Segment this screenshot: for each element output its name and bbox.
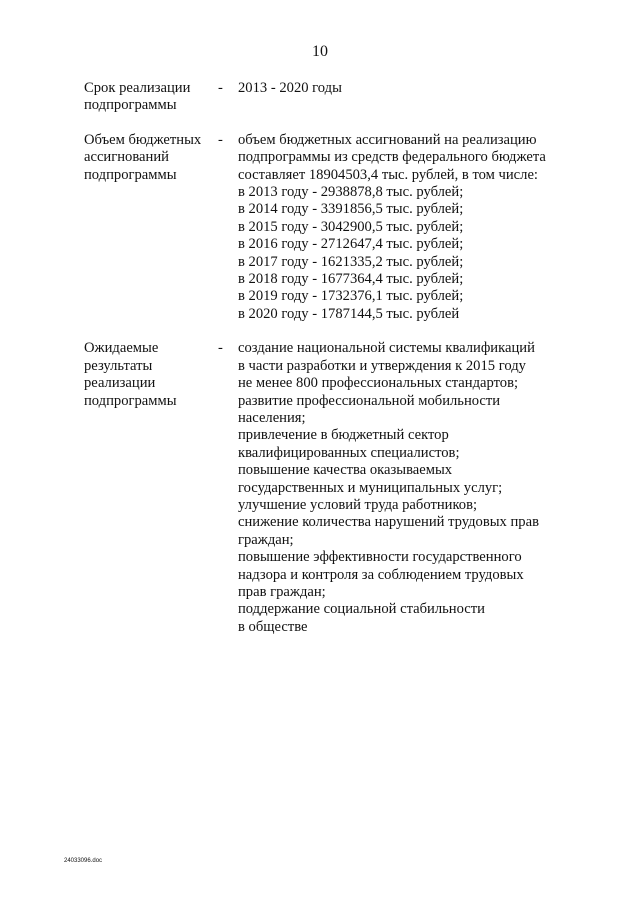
page-number: 10 — [312, 43, 328, 60]
row-label: Объем бюджетных ассигнований подпрограммы — [84, 131, 202, 183]
row-label: Ожидаемые результаты реализации подпрограммы — [84, 340, 177, 409]
document-filename: 24033096.doc — [64, 858, 103, 864]
row-value: 2013 - 2020 годы — [238, 80, 342, 96]
passport-table — [84, 80, 564, 636]
row-implementation-period — [84, 80, 564, 115]
row-value: создание национальной системы квалификаций в части разработки и утверждения к 2015 году не менее 800 профессиональных стандартов; развитие профессиональной мобильности населения; привлечение в бюджетный сектор квалифицированных специалистов; повышение качества оказываемых государственных и муниципальных услуг; улучшение условий труда работников; снижение количества нарушений трудовых прав граждан; повышение эффективности государственного надзора и контроля за соблюдением трудовых прав граждан; поддержание социальной стабильности в обществе — [238, 340, 539, 635]
row-dash: - — [218, 340, 223, 357]
row-expected-results — [84, 340, 564, 636]
row-label: Срок реализации подпрограммы — [84, 80, 191, 114]
row-value: объем бюджетных ассигнований на реализацию подпрограммы из средств федерального бюджета составляет 18904503,4 тыс. рублей, в том числе: в 2013 году - 2938878,8 тыс. рублей; в 2014 году - 3391856,5 тыс. рублей; в 2015 году - 3042900,5 тыс. рублей; в 2016 году - 2712647,4 тыс. рублей; в 2017 году - 1621335,2 тыс. рублей; в 2018 году - 1677364,4 тыс. рублей; в 2019 году - 1732376,1 тыс. рублей; в 2020 году - 1787144,5 тыс. рублей — [238, 131, 546, 322]
row-dash: - — [218, 131, 223, 148]
row-dash: - — [218, 80, 223, 96]
row-budget-allocations — [84, 132, 564, 323]
